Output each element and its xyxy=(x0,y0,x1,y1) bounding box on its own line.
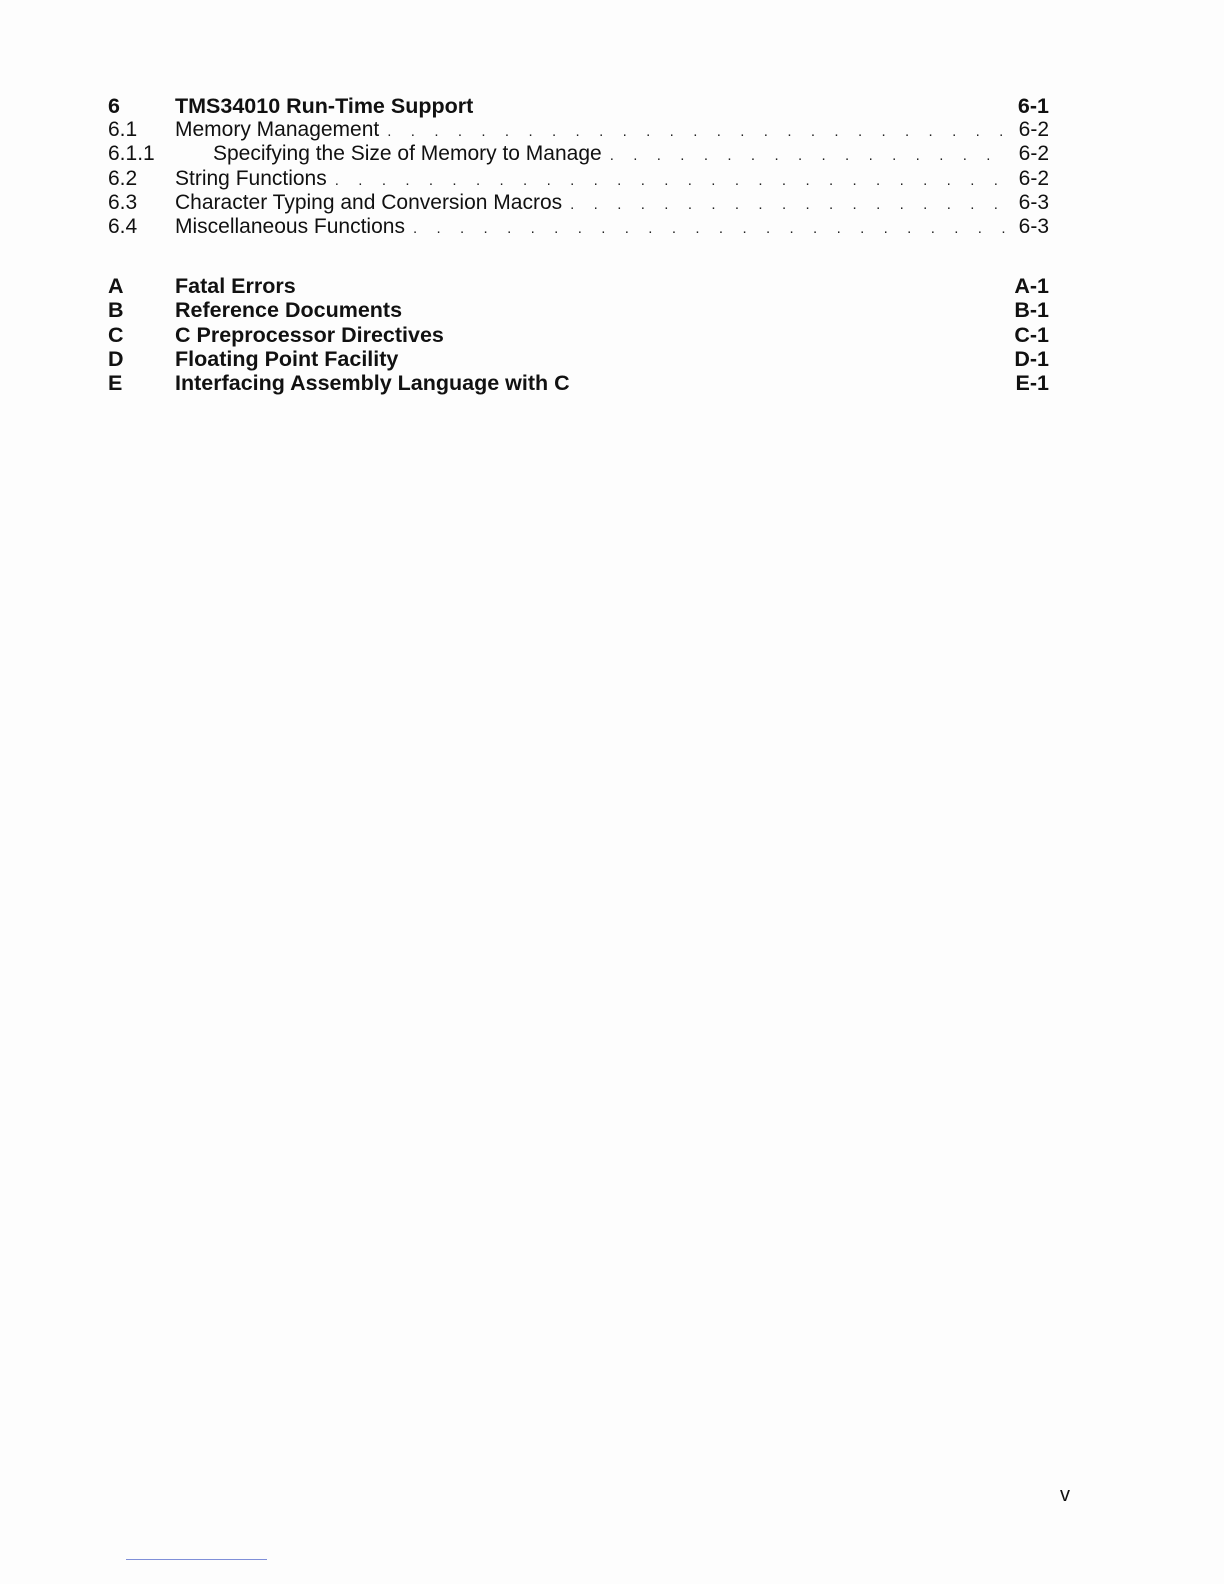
toc-entry xyxy=(108,118,1049,142)
section-title: Miscellaneous Functions xyxy=(175,214,405,238)
appendix-letter: B xyxy=(108,298,124,323)
table-of-contents xyxy=(108,94,1049,395)
appendix-page: E-1 xyxy=(1015,370,1049,395)
appendix-letter: D xyxy=(108,346,124,371)
toc-appendix xyxy=(108,323,1049,347)
toc-chapter-heading xyxy=(108,94,1049,118)
toc-appendix xyxy=(108,347,1049,371)
dot-leader xyxy=(413,220,1011,237)
chapter-title: TMS34010 Run-Time Support xyxy=(175,94,474,118)
section-title: Character Typing and Conversion Macros xyxy=(175,190,563,214)
appendix-title: Fatal Errors xyxy=(175,274,296,299)
appendix-page: D-1 xyxy=(1014,346,1049,371)
section-title: Memory Management xyxy=(175,118,380,142)
toc-entry xyxy=(108,142,1049,166)
section-page: 6-3 xyxy=(1018,214,1049,238)
toc-appendix xyxy=(108,371,1049,395)
appendix-page: A-1 xyxy=(1014,274,1049,299)
toc-entry xyxy=(108,191,1049,215)
dot-leader xyxy=(335,172,1011,189)
toc-entry xyxy=(108,215,1049,239)
section-spacer xyxy=(108,239,1049,274)
dot-leader xyxy=(387,123,1011,140)
section-page: 6-2 xyxy=(1018,166,1049,190)
toc-appendix xyxy=(108,274,1049,298)
scan-artifact-line xyxy=(126,1559,267,1560)
section-page: 6-3 xyxy=(1018,190,1049,214)
section-page: 6-2 xyxy=(1018,118,1049,142)
section-number: 6.1.1 xyxy=(108,142,155,166)
toc-entry xyxy=(108,167,1049,191)
appendix-page: C-1 xyxy=(1014,322,1049,347)
appendix-page: B-1 xyxy=(1014,298,1049,323)
appendix-letter: E xyxy=(108,370,123,395)
dot-leader xyxy=(610,147,1011,164)
section-title: Specifying the Size of Memory to Manage xyxy=(213,142,602,166)
section-title: String Functions xyxy=(175,166,327,190)
toc-appendix xyxy=(108,298,1049,322)
page-number: v xyxy=(1060,1484,1070,1506)
section-number: 6.3 xyxy=(108,190,138,214)
appendix-letter: A xyxy=(108,274,124,299)
chapter-page: 6-1 xyxy=(1017,94,1049,118)
appendix-letter: C xyxy=(108,322,124,347)
section-number: 6.1 xyxy=(108,118,138,142)
appendix-title: Reference Documents xyxy=(175,298,403,323)
section-page: 6-2 xyxy=(1018,142,1049,166)
appendix-title: Interfacing Assembly Language with C xyxy=(175,370,570,395)
dot-leader xyxy=(570,196,1011,213)
appendix-title: Floating Point Facility xyxy=(175,346,399,371)
section-number: 6.2 xyxy=(108,166,138,190)
section-number: 6.4 xyxy=(108,214,138,238)
appendix-title: C Preprocessor Directives xyxy=(175,322,444,347)
chapter-number: 6 xyxy=(108,94,120,118)
